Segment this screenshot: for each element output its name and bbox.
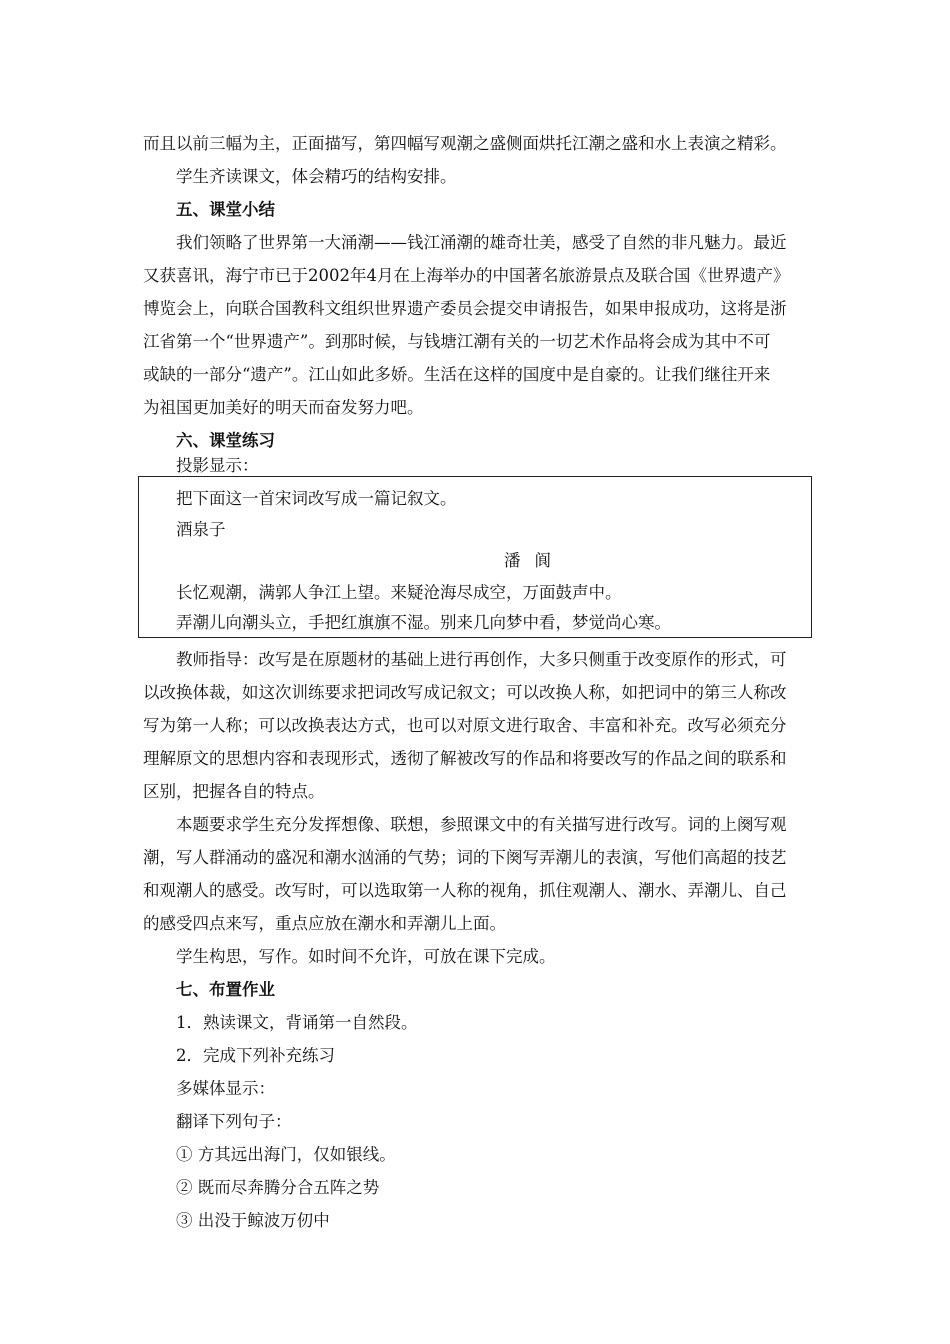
poem-author: 潘阆 bbox=[504, 551, 565, 570]
section-heading-homework: 七、布置作业 bbox=[176, 980, 275, 999]
poem-verse: 弄潮儿向潮头立，手把红旗旗不湿。别来几向梦中看，梦觉尚心寒。 bbox=[176, 613, 671, 632]
text-line: 潮，写人群涌动的盛况和潮水汹涌的气势；词的下阕写弄潮儿的表演，写他们高超的技艺 bbox=[143, 848, 787, 867]
sentence-item: ③ 出没于鲸波万仞中 bbox=[176, 1211, 330, 1230]
section-heading-summary: 五、课堂小结 bbox=[176, 200, 275, 219]
text-line: 和观潮人的感受。改写时，可以选取第一人称的视角，抓住观潮人、潮水、弄潮儿、自己 bbox=[143, 881, 787, 900]
text-line: 区别，把握各自的特点。 bbox=[143, 782, 325, 801]
text-line: 为祖国更加美好的明天而奋发努力吧。 bbox=[143, 398, 424, 417]
homework-item: 2．完成下列补充练习 bbox=[176, 1046, 335, 1065]
text-line: 多媒体显示： bbox=[176, 1079, 275, 1098]
text-line: 的感受四点来写，重点应放在潮水和弄潮儿上面。 bbox=[143, 914, 506, 933]
sentence-item: ① 方其远出海门，仅如银线。 bbox=[176, 1145, 396, 1164]
text-line: 又获喜讯，海宁市已于2002年4月在上海举办的中国著名旅游景点及联合国《世界遗产》 bbox=[143, 266, 790, 285]
sentence-item: ② 既而尽奔腾分合五阵之势 bbox=[176, 1178, 380, 1197]
text-line: 我们领略了世界第一大涌潮——钱江涌潮的雄奇壮美，感受了自然的非凡魅力。最近 bbox=[176, 233, 787, 252]
text-line: 博览会上，向联合国教科文组织世界遗产委员会提交申请报告，如果申报成功，这将是浙 bbox=[143, 299, 787, 318]
text-line: 学生齐读课文，体会精巧的结构安排。 bbox=[176, 167, 457, 186]
text-line: 投影显示： bbox=[176, 456, 259, 475]
text-line: 翻译下列句子： bbox=[176, 1112, 292, 1131]
poem-verse: 长忆观潮，满郭人争江上望。来疑沧海尽成空，万面鼓声中。 bbox=[176, 583, 622, 602]
text-line: 理解原文的思想内容和表现形式，透彻了解被改写的作品和将要改写的作品之间的联系和 bbox=[143, 749, 787, 768]
text-line: 学生构思，写作。如时间不允许，可放在课下完成。 bbox=[176, 947, 556, 966]
text-line: 本题要求学生充分发挥想像、联想，参照课文中的有关描写进行改写。词的上阕写观 bbox=[176, 815, 787, 834]
section-heading-exercise: 六、课堂练习 bbox=[176, 431, 275, 450]
box-instruction: 把下面这一首宋词改写成一篇记叙文。 bbox=[176, 489, 457, 508]
text-line: 以改换体裁，如这次训练要求把词改写成记叙文；可以改换人称，如把词中的第三人称改 bbox=[143, 683, 787, 702]
text-line: 写为第一人称；可以改换表达方式，也可以对原文进行取舍、丰富和补充。改写必须充分 bbox=[143, 716, 787, 735]
homework-item: 1．熟读课文，背诵第一自然段。 bbox=[176, 1013, 418, 1032]
text-line: 而且以前三幅为主，正面描写，第四幅写观潮之盛侧面烘托江潮之盛和水上表演之精彩。 bbox=[143, 134, 787, 153]
text-line: 或缺的一部分“遗产”。江山如此多娇。生活在这样的国度中是自豪的。让我们继往开来 bbox=[143, 365, 771, 384]
text-line: 教师指导：改写是在原题材的基础上进行再创作，大多只侧重于改变原作的形式，可 bbox=[176, 650, 787, 669]
text-line: 江省第一个“世界遗产”。到那时候，与钱塘江潮有关的一切艺术作品将会成为其中不可 bbox=[143, 332, 771, 351]
poem-title: 酒泉子 bbox=[176, 520, 226, 539]
